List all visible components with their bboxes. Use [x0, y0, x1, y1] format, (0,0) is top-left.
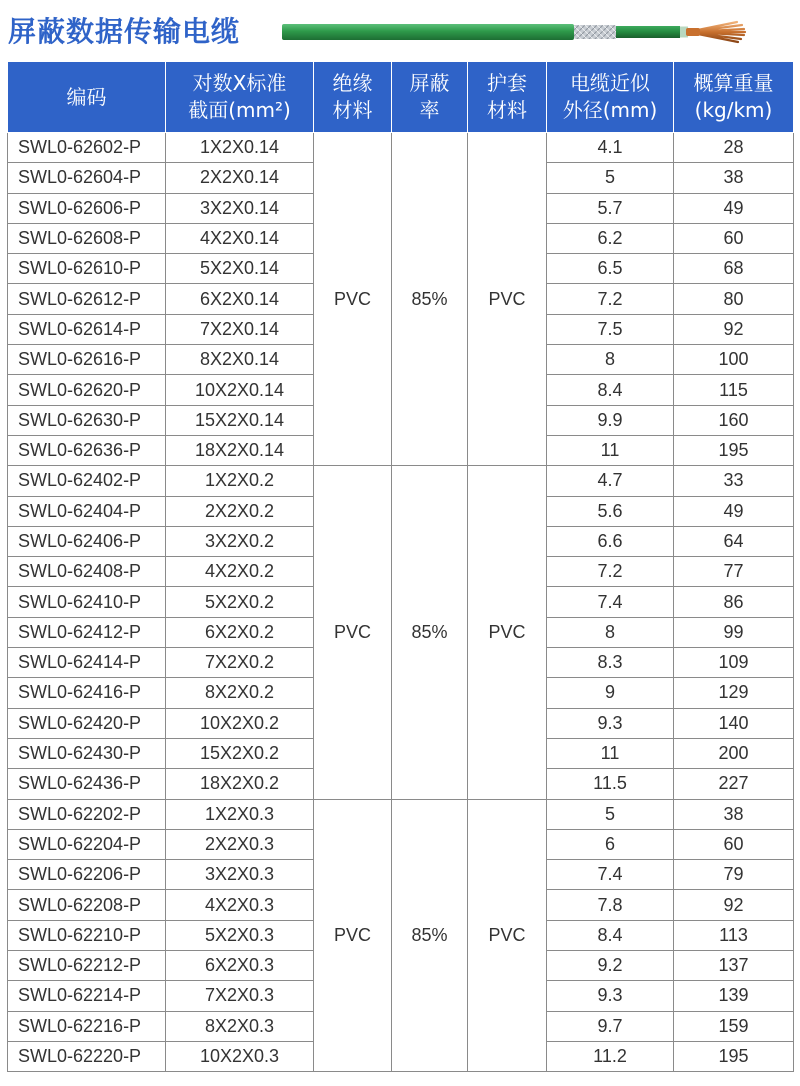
- weight-cell: 113: [674, 920, 794, 950]
- product-code-cell: SWL0-62436-P: [8, 769, 166, 799]
- jacket-material-cell: PVC: [468, 133, 547, 466]
- weight-cell: 80: [674, 284, 794, 314]
- product-code-cell: SWL0-62620-P: [8, 375, 166, 405]
- pair-spec-cell: 8X2X0.2: [166, 678, 314, 708]
- outer-diameter-cell: 11: [547, 435, 674, 465]
- insulation-material-cell: PVC: [314, 799, 392, 1072]
- product-code-cell: SWL0-62612-P: [8, 284, 166, 314]
- weight-cell: 38: [674, 163, 794, 193]
- spec-table: [7, 61, 794, 1072]
- outer-diameter-cell: 5.7: [547, 193, 674, 223]
- product-code-cell: SWL0-62208-P: [8, 890, 166, 920]
- pair-spec-cell: 5X2X0.2: [166, 587, 314, 617]
- jacket-material-cell: PVC: [468, 799, 547, 1072]
- pair-spec-cell: 4X2X0.3: [166, 890, 314, 920]
- shield-rate-cell: 85%: [392, 466, 468, 799]
- weight-cell: 227: [674, 769, 794, 799]
- product-code-cell: SWL0-62616-P: [8, 345, 166, 375]
- product-code-cell: SWL0-62608-P: [8, 223, 166, 253]
- weight-cell: 92: [674, 314, 794, 344]
- pair-spec-cell: 7X2X0.3: [166, 981, 314, 1011]
- product-code-cell: SWL0-62216-P: [8, 1011, 166, 1041]
- product-code-cell: SWL0-62420-P: [8, 708, 166, 738]
- outer-diameter-cell: 7.8: [547, 890, 674, 920]
- outer-diameter-cell: 6.6: [547, 526, 674, 556]
- outer-diameter-cell: 8: [547, 345, 674, 375]
- pair-spec-cell: 6X2X0.2: [166, 617, 314, 647]
- product-code-cell: SWL0-62204-P: [8, 829, 166, 859]
- outer-diameter-cell: 6.2: [547, 223, 674, 253]
- insulation-material-cell: PVC: [314, 133, 392, 466]
- col-header-weight: 概算重量 (kg/km): [674, 62, 794, 133]
- pair-spec-cell: 15X2X0.2: [166, 738, 314, 768]
- pair-spec-cell: 2X2X0.3: [166, 829, 314, 859]
- page-title: 屏蔽数据传输电缆: [8, 15, 241, 48]
- product-code-cell: SWL0-62614-P: [8, 314, 166, 344]
- table-body: [8, 133, 794, 1072]
- col-header-jacket: 护套 材料: [468, 62, 547, 133]
- outer-diameter-cell: 6: [547, 829, 674, 859]
- weight-cell: 99: [674, 617, 794, 647]
- product-code-cell: SWL0-62202-P: [8, 799, 166, 829]
- outer-diameter-cell: 7.4: [547, 587, 674, 617]
- col-header-shield: 屏蔽 率: [392, 62, 468, 133]
- weight-cell: 109: [674, 648, 794, 678]
- product-code-cell: SWL0-62430-P: [8, 738, 166, 768]
- shield-rate-cell: 85%: [392, 133, 468, 466]
- product-code-cell: SWL0-62410-P: [8, 587, 166, 617]
- product-code-cell: SWL0-62408-P: [8, 557, 166, 587]
- pair-spec-cell: 18X2X0.14: [166, 435, 314, 465]
- weight-cell: 86: [674, 587, 794, 617]
- outer-diameter-cell: 11.5: [547, 769, 674, 799]
- pair-spec-cell: 4X2X0.2: [166, 557, 314, 587]
- weight-cell: 137: [674, 951, 794, 981]
- product-code-cell: SWL0-62636-P: [8, 435, 166, 465]
- shield-rate-cell: 85%: [392, 799, 468, 1072]
- product-code-cell: SWL0-62212-P: [8, 951, 166, 981]
- col-header-code: 编码: [8, 62, 166, 133]
- table-row: [8, 466, 794, 496]
- outer-diameter-cell: 9.3: [547, 981, 674, 1011]
- pair-spec-cell: 1X2X0.14: [166, 133, 314, 163]
- pair-spec-cell: 3X2X0.2: [166, 526, 314, 556]
- table-header-row: [8, 62, 794, 133]
- weight-cell: 139: [674, 981, 794, 1011]
- outer-diameter-cell: 7.2: [547, 284, 674, 314]
- outer-diameter-cell: 11: [547, 738, 674, 768]
- pair-spec-cell: 10X2X0.14: [166, 375, 314, 405]
- product-code-cell: SWL0-62206-P: [8, 860, 166, 890]
- jacket-material-cell: PVC: [468, 466, 547, 799]
- pair-spec-cell: 8X2X0.3: [166, 1011, 314, 1041]
- weight-cell: 38: [674, 799, 794, 829]
- outer-diameter-cell: 4.7: [547, 466, 674, 496]
- weight-cell: 195: [674, 435, 794, 465]
- weight-cell: 79: [674, 860, 794, 890]
- weight-cell: 60: [674, 223, 794, 253]
- outer-diameter-cell: 8.4: [547, 920, 674, 950]
- pair-spec-cell: 1X2X0.2: [166, 466, 314, 496]
- outer-diameter-cell: 5: [547, 799, 674, 829]
- weight-cell: 195: [674, 1041, 794, 1071]
- table-row: [8, 133, 794, 163]
- outer-diameter-cell: 9.7: [547, 1011, 674, 1041]
- insulation-material-cell: PVC: [314, 466, 392, 799]
- outer-diameter-cell: 6.5: [547, 254, 674, 284]
- outer-diameter-cell: 8: [547, 617, 674, 647]
- outer-diameter-cell: 7.2: [547, 557, 674, 587]
- pair-spec-cell: 3X2X0.14: [166, 193, 314, 223]
- pair-spec-cell: 6X2X0.14: [166, 284, 314, 314]
- weight-cell: 115: [674, 375, 794, 405]
- pair-spec-cell: 5X2X0.14: [166, 254, 314, 284]
- product-code-cell: SWL0-62604-P: [8, 163, 166, 193]
- product-code-cell: SWL0-62630-P: [8, 405, 166, 435]
- product-code-cell: SWL0-62210-P: [8, 920, 166, 950]
- weight-cell: 92: [674, 890, 794, 920]
- col-header-insulation: 绝缘 材料: [314, 62, 392, 133]
- pair-spec-cell: 3X2X0.3: [166, 860, 314, 890]
- weight-cell: 77: [674, 557, 794, 587]
- product-code-cell: SWL0-62214-P: [8, 981, 166, 1011]
- product-code-cell: SWL0-62402-P: [8, 466, 166, 496]
- col-header-pairs: 对数X标准 截面(mm²): [166, 62, 314, 133]
- pair-spec-cell: 7X2X0.14: [166, 314, 314, 344]
- outer-diameter-cell: 7.4: [547, 860, 674, 890]
- weight-cell: 33: [674, 466, 794, 496]
- weight-cell: 68: [674, 254, 794, 284]
- product-code-cell: SWL0-62404-P: [8, 496, 166, 526]
- product-code-cell: SWL0-62220-P: [8, 1041, 166, 1071]
- outer-diameter-cell: 11.2: [547, 1041, 674, 1071]
- weight-cell: 64: [674, 526, 794, 556]
- outer-diameter-cell: 9: [547, 678, 674, 708]
- product-code-cell: SWL0-62412-P: [8, 617, 166, 647]
- weight-cell: 100: [674, 345, 794, 375]
- outer-diameter-cell: 9.2: [547, 951, 674, 981]
- page-header: [0, 0, 800, 58]
- pair-spec-cell: 10X2X0.3: [166, 1041, 314, 1071]
- pair-spec-cell: 2X2X0.2: [166, 496, 314, 526]
- weight-cell: 28: [674, 133, 794, 163]
- weight-cell: 60: [674, 829, 794, 859]
- product-code-cell: SWL0-62414-P: [8, 648, 166, 678]
- product-code-cell: SWL0-62416-P: [8, 678, 166, 708]
- weight-cell: 200: [674, 738, 794, 768]
- pair-spec-cell: 5X2X0.3: [166, 920, 314, 950]
- product-code-cell: SWL0-62606-P: [8, 193, 166, 223]
- weight-cell: 49: [674, 496, 794, 526]
- pair-spec-cell: 1X2X0.3: [166, 799, 314, 829]
- weight-cell: 160: [674, 405, 794, 435]
- pair-spec-cell: 10X2X0.2: [166, 708, 314, 738]
- outer-diameter-cell: 9.3: [547, 708, 674, 738]
- outer-diameter-cell: 8.4: [547, 375, 674, 405]
- col-header-od: 电缆近似 外径(mm): [547, 62, 674, 133]
- product-code-cell: SWL0-62602-P: [8, 133, 166, 163]
- pair-spec-cell: 7X2X0.2: [166, 648, 314, 678]
- outer-diameter-cell: 9.9: [547, 405, 674, 435]
- pair-spec-cell: 15X2X0.14: [166, 405, 314, 435]
- weight-cell: 129: [674, 678, 794, 708]
- pair-spec-cell: 8X2X0.14: [166, 345, 314, 375]
- outer-diameter-cell: 7.5: [547, 314, 674, 344]
- table-row: [8, 799, 794, 829]
- pair-spec-cell: 4X2X0.14: [166, 223, 314, 253]
- pair-spec-cell: 2X2X0.14: [166, 163, 314, 193]
- shielded-cable-image: [282, 16, 790, 48]
- pair-spec-cell: 6X2X0.3: [166, 951, 314, 981]
- product-code-cell: SWL0-62610-P: [8, 254, 166, 284]
- product-code-cell: SWL0-62406-P: [8, 526, 166, 556]
- outer-diameter-cell: 5: [547, 163, 674, 193]
- pair-spec-cell: 18X2X0.2: [166, 769, 314, 799]
- outer-diameter-cell: 8.3: [547, 648, 674, 678]
- outer-diameter-cell: 4.1: [547, 133, 674, 163]
- weight-cell: 49: [674, 193, 794, 223]
- weight-cell: 140: [674, 708, 794, 738]
- outer-diameter-cell: 5.6: [547, 496, 674, 526]
- weight-cell: 159: [674, 1011, 794, 1041]
